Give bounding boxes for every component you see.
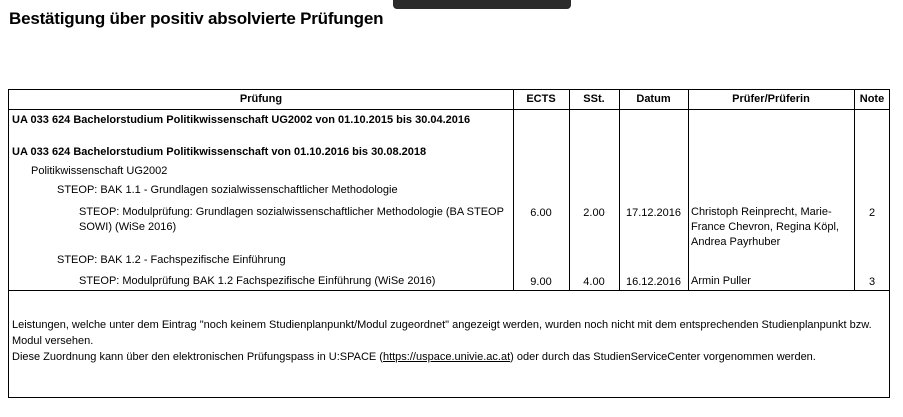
- exam-name: STEOP: Modulprüfung: Grundlagen sozialwissenschaftlicher Methodologie (BA STEOP SOWI) (WiSe 2016): [79, 206, 504, 233]
- exam-ects: 9.00: [530, 276, 552, 288]
- footer-paragraph: Leistungen, welche unter dem Eintrag "noch keinem Studienplanpunkt/Modul zugeordnet" angezeigt werden, wurden noch nicht mit dem entsprechenden Studienplanpunkt bzw. Modul versehen.: [12, 319, 872, 347]
- header-pruefer: Prüfer/Prüferin: [732, 93, 810, 105]
- header-note: Note: [859, 93, 885, 105]
- exam-examiner: Armin Puller: [691, 275, 751, 287]
- program-line: UA 033 624 Bachelorstudium Politikwissenschaft von 01.10.2016 bis 30.08.2018: [12, 146, 427, 158]
- exam-date: 17.12.2016: [625, 207, 682, 219]
- header-pruefung: Prüfung: [239, 93, 283, 105]
- module-heading: STEOP: BAK 1.1 - Grundlagen sozialwissenschaftlicher Methodologie: [57, 184, 398, 196]
- uspace-link[interactable]: https://uspace.univie.ac.at: [382, 351, 511, 363]
- col-divider: [854, 90, 855, 290]
- header-sst: SSt.: [583, 93, 605, 105]
- exam-sst: 2.00: [583, 207, 605, 219]
- exam-grade: 3: [868, 276, 876, 288]
- header-ects: ECTS: [526, 93, 556, 105]
- col-divider: [513, 90, 514, 290]
- col-divider: [569, 90, 570, 290]
- module-heading: STEOP: BAK 1.2 - Fachspezifische Einführung: [57, 254, 286, 266]
- exam-ects: 6.00: [530, 207, 552, 219]
- footer-text: ) oder durch das StudienServiceCenter vorgenommen werden.: [510, 351, 816, 363]
- footer-note: [8, 291, 890, 398]
- top-edge-bar: [393, 0, 571, 9]
- exam-name: STEOP: Modulprüfung BAK 1.2 Fachspezifische Einführung (WiSe 2016): [79, 275, 436, 287]
- exam-date: 16.12.2016: [625, 276, 682, 288]
- header-datum: Datum: [636, 93, 671, 105]
- exam-examiner: Christoph Reinprecht, Marie-France Chevron, Regina Köpl, Andrea Payrhuber: [691, 206, 839, 248]
- footer-text: Diese Zuordnung kann über den elektronischen Prüfungspass in U:SPACE (: [12, 351, 383, 363]
- header-divider: [9, 109, 889, 110]
- page-title: Bestätigung über positiv absolvierte Prüfungen: [9, 9, 384, 28]
- exam-grade: 2: [868, 207, 876, 219]
- exam-table: [8, 89, 890, 291]
- col-divider: [688, 90, 689, 290]
- curriculum-label: Politikwissenschaft UG2002: [31, 165, 168, 177]
- exam-sst: 4.00: [583, 276, 605, 288]
- col-divider: [619, 90, 620, 290]
- footer-paragraph: [12, 349, 882, 365]
- program-line: UA 033 624 Bachelorstudium Politikwissenschaft UG2002 von 01.10.2015 bis 30.04.2016: [12, 114, 471, 126]
